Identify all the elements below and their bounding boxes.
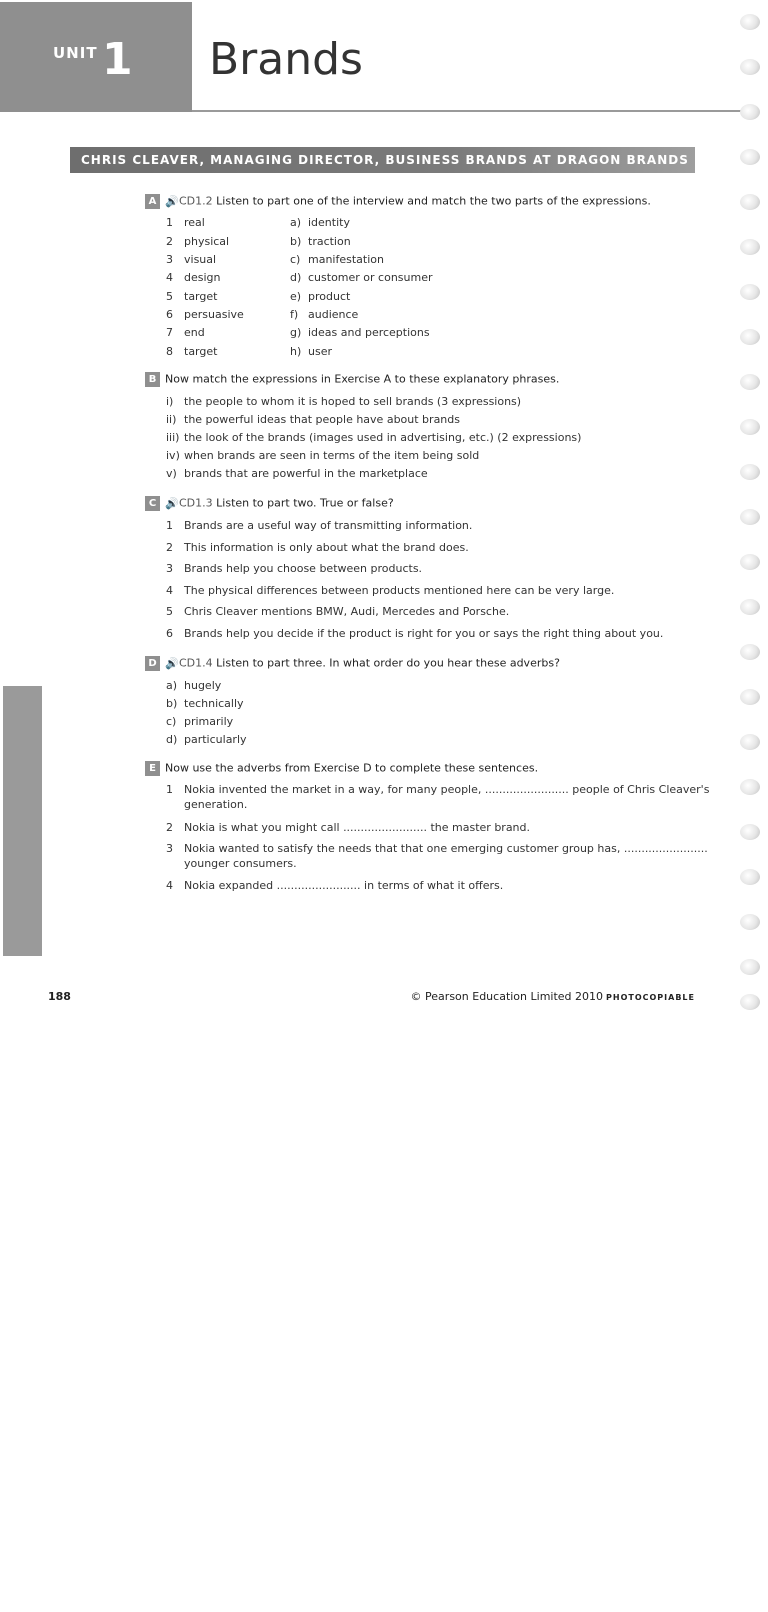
exercise-c-heading [145,496,394,511]
list-item: 1 real [166,216,205,229]
list-item-continuation: generation. [184,798,248,811]
list-item: 7 end [166,326,205,339]
binder-ring-icon [740,374,760,390]
track-number: CD1.4 [179,656,213,670]
binder-ring-icon [740,464,760,480]
exercise-d-heading [145,656,560,671]
binder-ring-icon [740,509,760,525]
binder-ring-icon [740,779,760,795]
binder-rings [734,14,764,1014]
binder-ring-icon [740,239,760,255]
binder-ring-icon [740,329,760,345]
exercise-b-heading [145,372,559,387]
speaker-icon: 🔊 [165,657,179,670]
exercise-e-badge: E [145,761,160,776]
list-item: iv) when brands are seen in terms of the item being sold [166,449,480,462]
list-item: 4 design [166,271,221,284]
exercise-d-badge: D [145,656,160,671]
header-divider [192,110,752,112]
exercise-e-heading [145,761,538,776]
unit-label: UNIT [53,44,98,62]
binder-ring-icon [740,194,760,210]
exercise-c-instruction: Listen to part two. True or false? [216,496,394,510]
binder-ring-icon [740,149,760,165]
binder-ring-icon [740,869,760,885]
binder-ring-icon [740,994,760,1010]
list-item: 1 Brands are a useful way of transmitting information. [166,519,473,532]
exercise-a-heading [145,194,651,209]
unit-number: 1 [102,34,133,85]
exercise-d-instruction: Listen to part three. In what order do you hear these adverbs? [216,656,560,670]
list-item: b) traction [290,235,351,248]
binder-ring-icon [740,14,760,30]
list-item: f) audience [290,308,359,321]
binder-ring-icon [740,644,760,660]
page-number: 188 [48,990,71,1003]
exercise-a-badge: A [145,194,160,209]
list-item: 2 This information is only about what the brand does. [166,541,469,554]
binder-ring-icon [740,419,760,435]
binder-ring-icon [740,599,760,615]
list-item: g) ideas and perceptions [290,326,430,339]
side-tab-label: RESOURCE BANK – Listening [17,1402,33,1612]
list-item: 6 Brands help you decide if the product is right for you or says the right thing about you. [166,627,664,640]
binder-ring-icon [740,734,760,750]
binder-ring-icon [740,914,760,930]
list-item: d) particularly [166,733,247,746]
list-item: 5 target [166,290,218,303]
list-item: 3 Nokia wanted to satisfy the needs that that one emerging customer group has, ........................ [166,842,708,855]
list-item: a) identity [290,216,350,229]
list-item-continuation: younger consumers. [184,857,297,870]
list-item: 3 visual [166,253,217,266]
list-item: 8 target [166,345,218,358]
list-item: v) brands that are powerful in the marketplace [166,467,428,480]
list-item: 2 physical [166,235,230,248]
list-item: d) customer or consumer [290,271,433,284]
list-item: ii) the powerful ideas that people have about brands [166,413,460,426]
list-item: h) user [290,345,332,358]
section-banner: CHRIS CLEAVER, MANAGING DIRECTOR, BUSINESS BRANDS AT DRAGON BRANDS [70,147,695,173]
speaker-icon: 🔊 [165,497,179,510]
page-title: Brands [209,34,363,85]
list-item: 6 persuasive [166,308,244,321]
list-item: 4 The physical differences between products mentioned here can be very large. [166,584,615,597]
list-item: b) technically [166,697,244,710]
speaker-icon: 🔊 [165,195,179,208]
binder-ring-icon [740,554,760,570]
unit-box [0,2,192,112]
side-tab [3,686,42,1612]
binder-ring-icon [740,104,760,120]
binder-ring-icon [740,959,760,975]
list-item: c) primarily [166,715,234,728]
footer-copyright: © Pearson Education Limited 2010 PHOTOCOPIABLE [410,990,695,1003]
exercise-b-badge: B [145,372,160,387]
binder-ring-icon [740,689,760,705]
list-item: iii) the look of the brands (images used in advertising, etc.) (2 expressions) [166,431,582,444]
track-number: CD1.3 [179,496,213,510]
binder-ring-icon [740,824,760,840]
exercise-a-instruction: Listen to part one of the interview and match the two parts of the expressions. [216,194,651,208]
list-item: 2 Nokia is what you might call ........................ the master brand. [166,821,531,834]
binder-ring-icon [740,284,760,300]
list-item: 3 Brands help you choose between products. [166,562,423,575]
list-item: 5 Chris Cleaver mentions BMW, Audi, Mercedes and Porsche. [166,605,510,618]
track-number: CD1.2 [179,194,213,208]
list-item: 4 Nokia expanded ........................ in terms of what it offers. [166,879,504,892]
exercise-e-instruction: Now use the adverbs from Exercise D to complete these sentences. [165,761,539,775]
list-item: c) manifestation [290,253,384,266]
exercise-c-badge: C [145,496,160,511]
list-item: a) hugely [166,679,222,692]
list-item: e) product [290,290,351,303]
binder-ring-icon [740,59,760,75]
exercise-b-instruction: Now match the expressions in Exercise A to these explanatory phrases. [165,372,560,386]
list-item: 1 Nokia invented the market in a way, for many people, ........................ people of Chris Cleaver's [166,783,710,796]
list-item: i) the people to whom it is hoped to sell brands (3 expressions) [166,395,522,408]
